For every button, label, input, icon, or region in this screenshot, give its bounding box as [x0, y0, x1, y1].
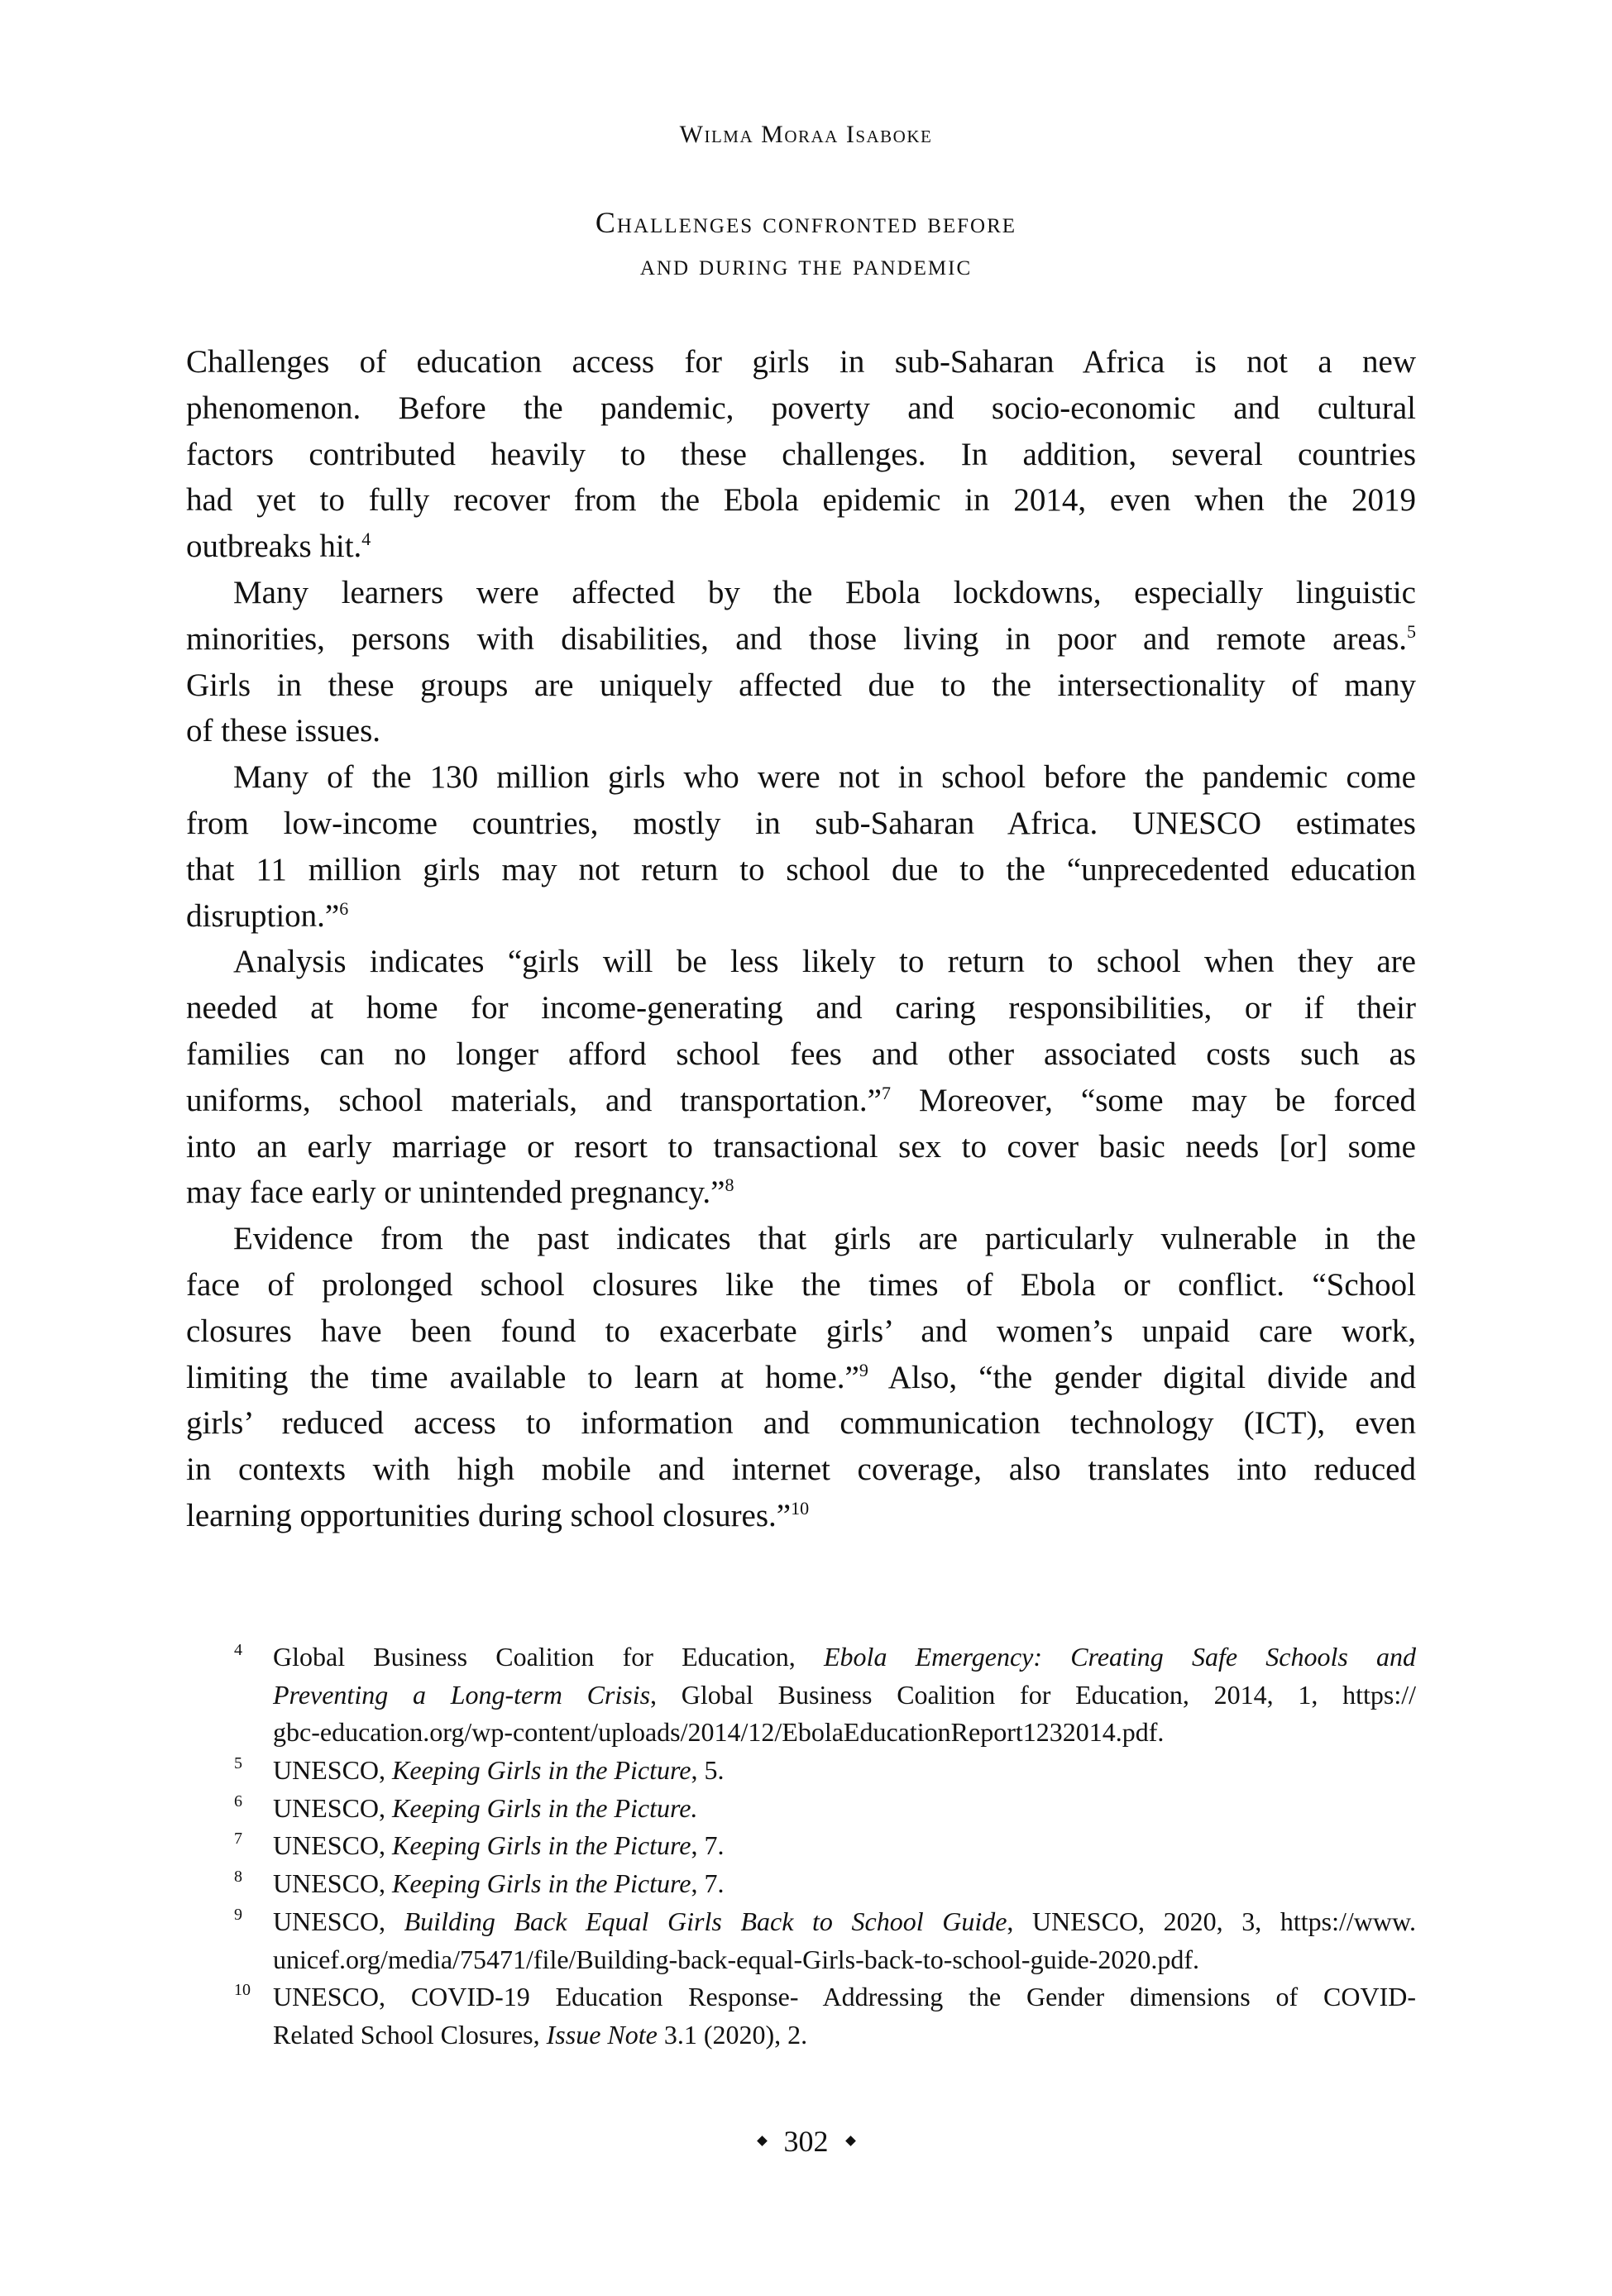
text-line: had yet to fully recover from the Ebola epidemic in 2014, even when the 2019 [186, 482, 1416, 519]
footnote-number: 9 [234, 1905, 242, 1924]
text-line: Challenges of education access for girls in sub-Saharan Africa is not a new [186, 344, 1416, 380]
text-line: girls’ reduced access to information and communication technology (ICT), even [186, 1405, 1416, 1442]
citation-title: Preventing a Long-term Crisis [273, 1679, 651, 1710]
text-fragment: UNESCO, [273, 1830, 393, 1861]
text-line: that 11 million girls may not return to school due to the “unprecedented education [186, 851, 1416, 887]
citation-title: Keeping Girls in the Picture [392, 1755, 691, 1786]
text-fragment: Also, “the gender digital divide and [868, 1359, 1417, 1395]
text-fragment: UNESCO, [273, 1792, 393, 1823]
text-fragment: limiting the time available to learn at home.” [186, 1359, 859, 1395]
section-title-line-2: and during the pandemic [639, 248, 973, 281]
text-line: families can no longer afford school fees and other associated costs such as [186, 1036, 1416, 1072]
diamond-ornament-icon [757, 2136, 768, 2146]
text-fragment: UNESCO, [273, 1868, 393, 1899]
footnote-7 [234, 1827, 1416, 1865]
footnote-ref-7[interactable]: 7 [881, 1082, 891, 1103]
footnote-ref-8[interactable]: 8 [725, 1174, 734, 1196]
text-line: into an early marriage or resort to transactional sex to cover basic needs [or] some [186, 1128, 1416, 1165]
footnotes [234, 1638, 1416, 2054]
section-title-line-1: Challenges confronted before [595, 206, 1017, 239]
footnote-ref-5[interactable]: 5 [1407, 620, 1416, 642]
text-line: Girls in these groups are uniquely affected due to the intersectionality of many [186, 667, 1416, 703]
diamond-ornament-icon [845, 2136, 856, 2146]
footnote-8 [234, 1865, 1416, 1903]
text-fragment: Global Business Coalition for Education, [273, 1642, 824, 1672]
text-line [186, 1355, 1416, 1401]
text-line: Evidence from the past indicates that girls are particularly vulnerable in the [233, 1221, 1416, 1257]
citation-title: Ebola Emergency: Creating Safe Schools and [824, 1642, 1417, 1672]
footnote-ref-10[interactable]: 10 [791, 1497, 810, 1519]
footnote-line [273, 1790, 1416, 1828]
footnote-line [273, 1827, 1416, 1865]
text-line [186, 616, 1416, 662]
footnote-line [273, 1677, 1416, 1715]
page-number-value: 302 [783, 2125, 829, 2158]
citation-title: Keeping Girls in the Picture [392, 1830, 691, 1861]
footnote-line [273, 1752, 1416, 1790]
footnote-ref-9[interactable]: 9 [859, 1359, 868, 1380]
text-fragment: , 5. [691, 1755, 725, 1786]
text-fragment: learning opportunities during school closures.” [186, 1497, 792, 1533]
footnote-ref-6[interactable]: 6 [339, 897, 349, 919]
footnote-6 [234, 1790, 1416, 1828]
page-number [0, 2124, 1612, 2159]
text-fragment: may face early or unintended pregnancy.” [186, 1174, 725, 1211]
text-fragment: UNESCO, [273, 1906, 404, 1936]
text-line: factors contributed heavily to these challenges. In addition, several countries [186, 436, 1416, 472]
text-fragment: minorities, persons with disabilities, and those living in poor and remote areas. [186, 620, 1407, 657]
citation-title: Keeping Girls in the Picture [392, 1868, 691, 1899]
text-fragment: , UNESCO, 2020, 3, https://www. [1007, 1906, 1417, 1936]
text-fragment: UNESCO, [273, 1755, 393, 1786]
citation-title: Building Back Equal Girls Back to School Guide [404, 1906, 1007, 1936]
text-line [186, 1493, 1416, 1539]
footnote-number: 4 [234, 1641, 242, 1659]
text-fragment: , 7. [691, 1830, 725, 1861]
footnote-line: UNESCO, COVID-19 Education Response- Addressing the Gender dimensions of COVID- [273, 1982, 1416, 2012]
footnote-number: 8 [234, 1868, 242, 1887]
paragraph-3 [186, 754, 1416, 939]
text-line: face of prolonged school closures like the times of Ebola or conflict. “School [186, 1266, 1416, 1303]
footnote-4 [234, 1638, 1416, 1752]
text-line: from low-income countries, mostly in sub-Saharan Africa. UNESCO estimates [186, 805, 1416, 841]
running-head-author: Wilma Moraa Isaboke [679, 121, 933, 148]
citation-title: Keeping Girls in the Picture. [392, 1792, 698, 1823]
footnote-line [273, 1638, 1416, 1677]
text-line: needed at home for income-generating and caring responsibilities, or if their [186, 990, 1416, 1026]
text-line: phenomenon. Before the pandemic, poverty and socio-economic and cultural [186, 390, 1416, 426]
text-line: Many learners were affected by the Ebola lockdowns, especially linguistic [233, 574, 1416, 610]
paragraph-1 [186, 339, 1416, 570]
text-line: of these issues. [186, 713, 381, 749]
text-fragment: Moreover, “some may be forced [890, 1082, 1416, 1118]
text-line [186, 524, 1416, 570]
footnote-url[interactable]: gbc-education.org/wp-content/uploads/2014/12/EbolaEducationReport1232014.pdf. [273, 1717, 1165, 1748]
footnote-line [273, 1865, 1416, 1903]
paragraph-2 [186, 570, 1416, 754]
paragraph-4 [186, 939, 1416, 1216]
text-fragment: , 7. [691, 1868, 725, 1899]
text-fragment: disruption.” [186, 897, 340, 934]
text-line [186, 893, 1416, 940]
text-fragment: , Global Business Coalition for Education, 2014, 1, https:// [650, 1679, 1416, 1710]
text-line: closures have been found to exacerbate girls’ and women’s unpaid care work, [186, 1313, 1416, 1349]
text-line: Many of the 130 million girls who were not in school before the pandemic come [233, 759, 1416, 796]
footnote-line [273, 2016, 1416, 2054]
footnote-number: 5 [234, 1754, 242, 1773]
body-text [186, 339, 1416, 1539]
paragraph-5 [186, 1216, 1416, 1539]
footnote-url[interactable]: unicef.org/media/75471/file/Building-back-equal-Girls-back-to-school-guide-2020.pdf. [273, 1944, 1199, 1974]
text-line [186, 1170, 1416, 1216]
citation-title: Issue Note [546, 2019, 658, 2050]
footnote-line [273, 1903, 1416, 1941]
text-line [186, 1078, 1416, 1124]
text-line: Analysis indicates “girls will be less likely to return to school when they are [233, 944, 1416, 980]
text-fragment: uniforms, school materials, and transportation.” [186, 1082, 882, 1118]
text-fragment: 3.1 (2020), 2. [657, 2019, 808, 2050]
text-fragment: outbreaks hit. [186, 529, 362, 565]
footnote-number: 10 [234, 1981, 251, 2000]
footnote-number: 7 [234, 1830, 242, 1849]
footnote-number: 6 [234, 1791, 242, 1810]
footnote-5 [234, 1752, 1416, 1790]
text-line: in contexts with high mobile and internet coverage, also translates into reduced [186, 1452, 1416, 1488]
footnote-10 [234, 1978, 1416, 2054]
section-title [0, 202, 1612, 286]
footnote-ref-4[interactable]: 4 [361, 529, 371, 550]
text-fragment: Related School Closures, [273, 2019, 547, 2050]
footnote-9 [234, 1903, 1416, 1978]
